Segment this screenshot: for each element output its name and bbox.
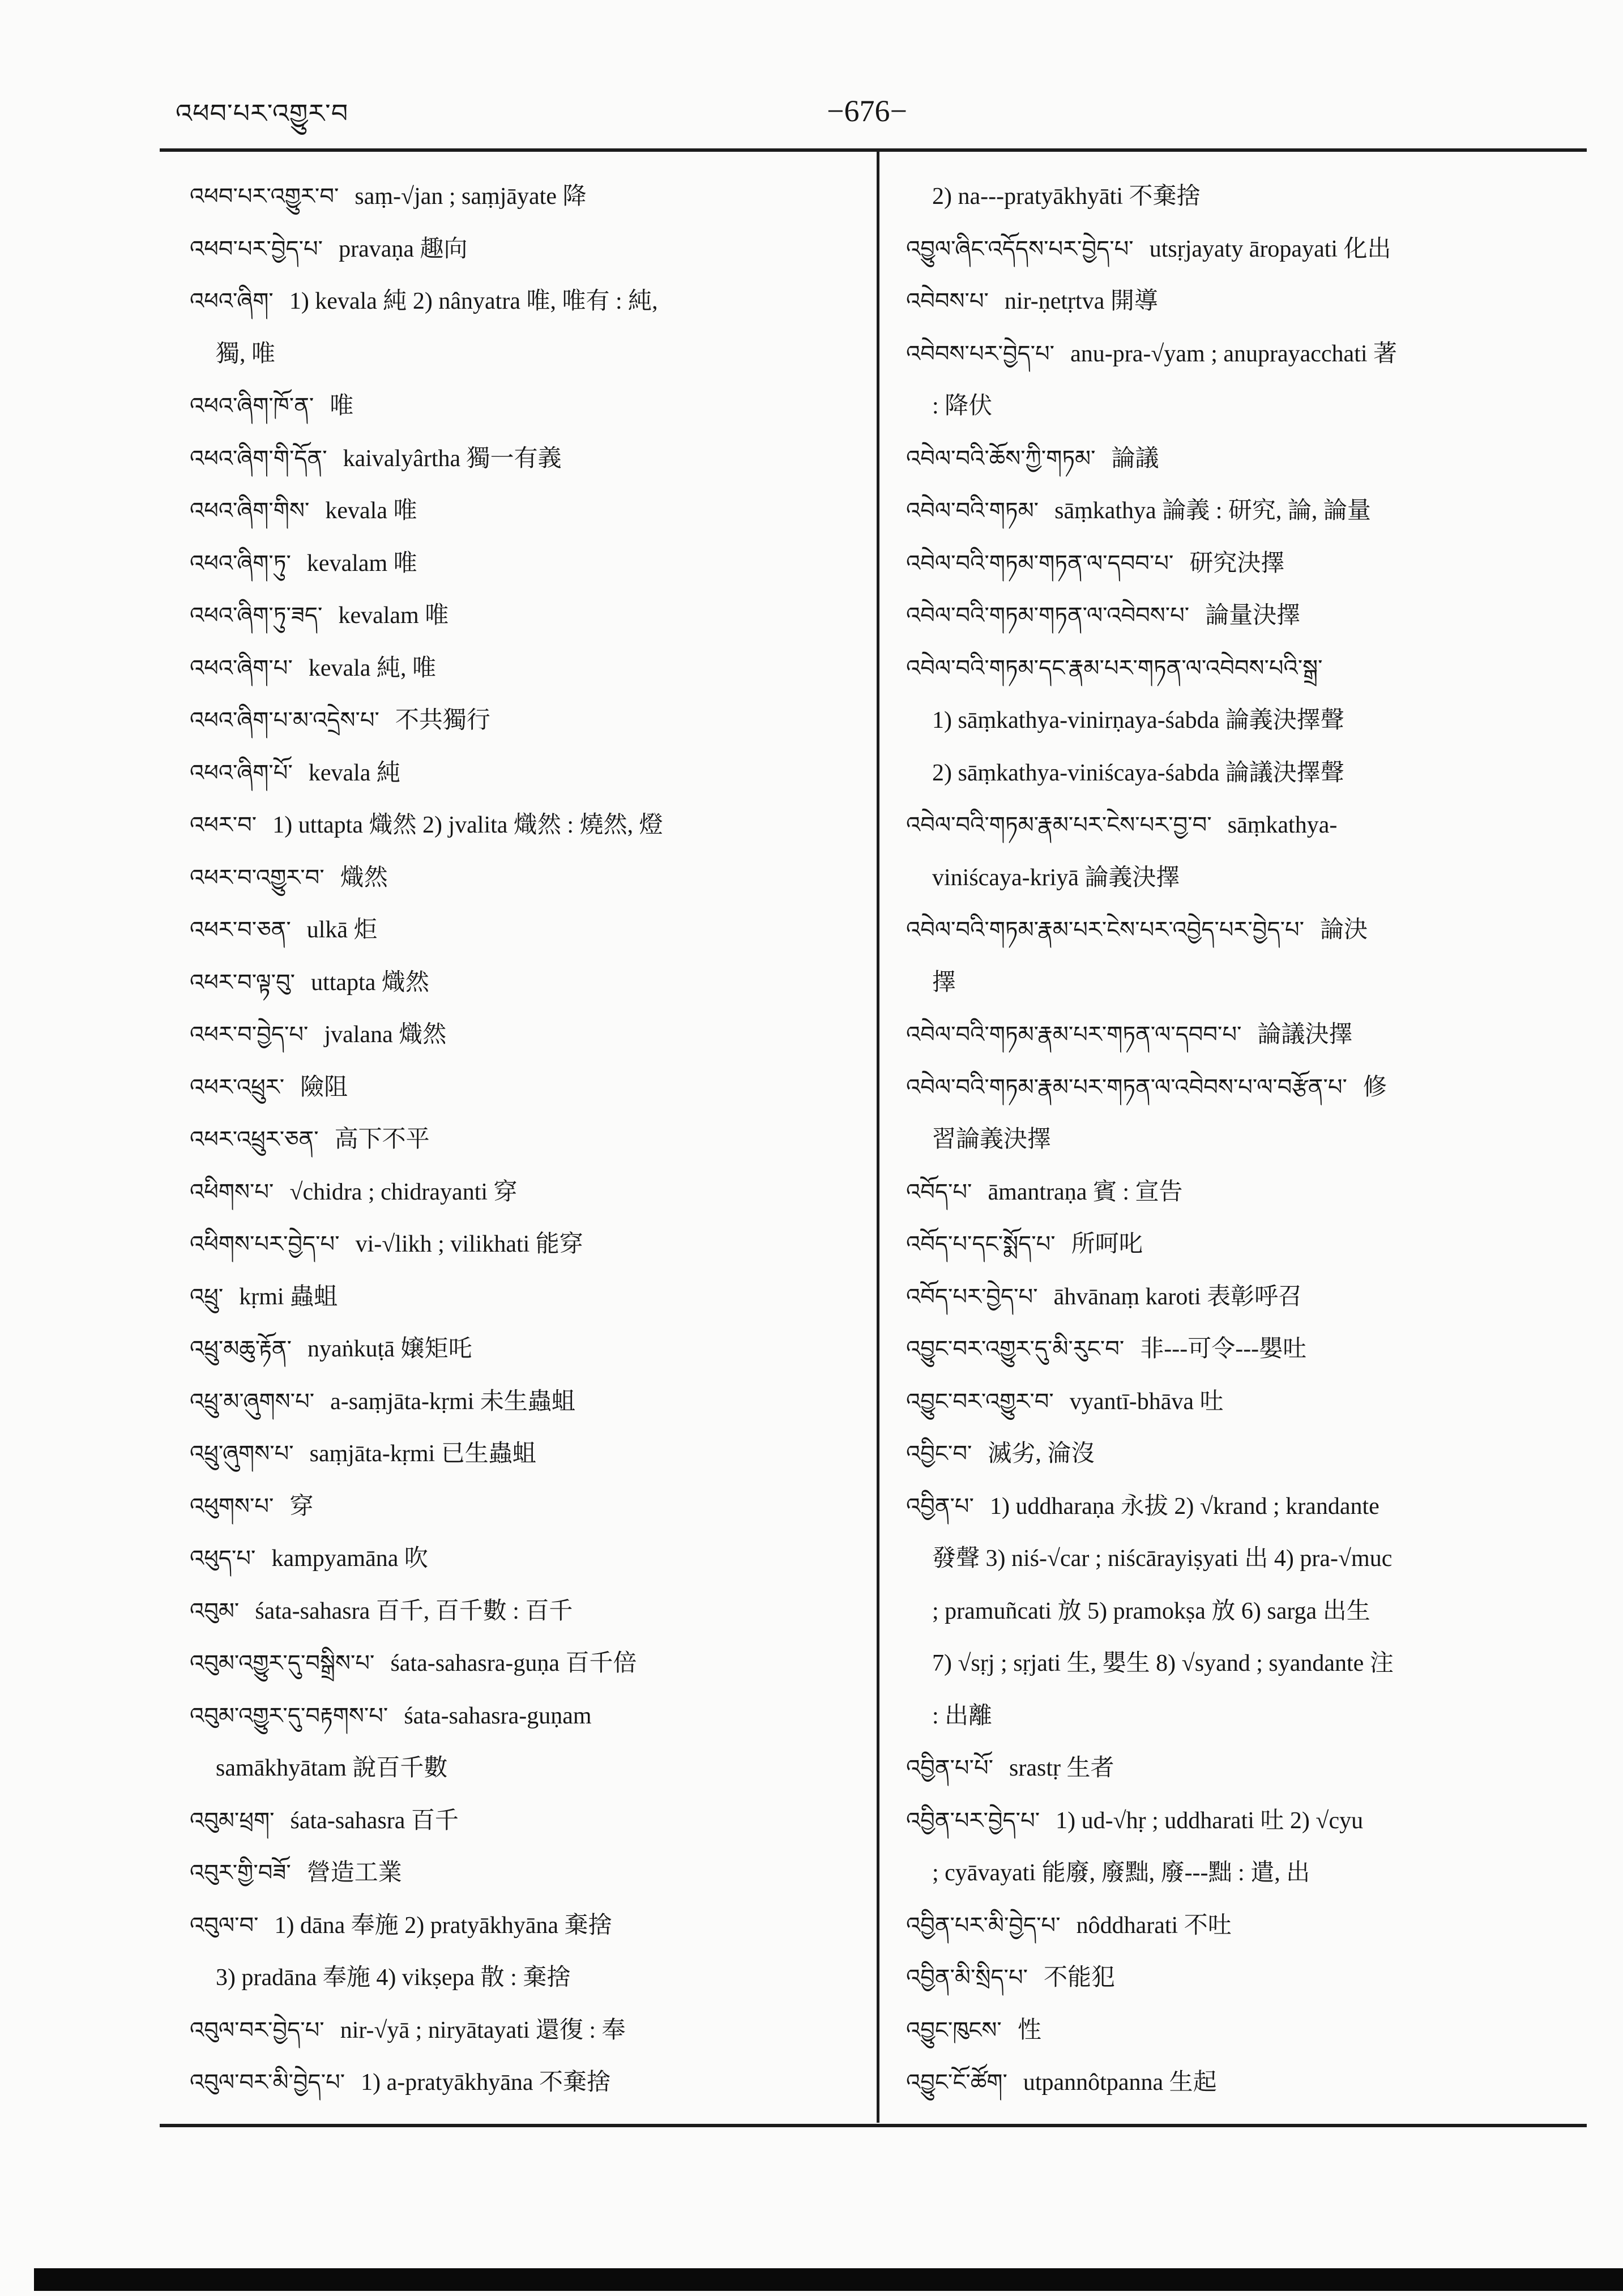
running-head: འཕབ་པར་འགྱུར་བ [176, 98, 349, 129]
scan-edge-bar [34, 2268, 1623, 2291]
dictionary-entry-line [906, 956, 1594, 1009]
gloss-text: 非---可令---嬰吐 [1140, 1336, 1307, 1362]
gloss-text: pravaṇa 趣向 [339, 236, 468, 262]
dictionary-entry-line [190, 642, 878, 694]
tibetan-headword: འབོད་པར་བྱེད་པ་ [906, 1283, 1038, 1310]
dictionary-entry-line [190, 170, 878, 223]
dictionary-entry-line [906, 1689, 1594, 1742]
dictionary-entry-line [906, 642, 1594, 694]
tibetan-headword: འབེལ་བའི་གཏམ་དང་རྣམ་པར་གཏན་ལ་འབེབས་པའི་སྒྲ་ [906, 655, 1323, 681]
gloss-text: anu-pra-√yam ; anuprayacchati 著 [1070, 340, 1398, 367]
gloss-text: 營造工業 [306, 1860, 402, 1886]
tibetan-headword: འབྱིན་པར་མི་བྱེད་པ་ [906, 1912, 1061, 1939]
gloss-text: kevala 純 [308, 759, 400, 786]
gloss-text: śata-sahasra-guṇa 百千倍 [390, 1650, 637, 1676]
dictionary-entry-line [190, 432, 878, 485]
tibetan-headword: འཕའ་ཞིག་པ་མ་འདྲེས་པ་ [190, 707, 379, 733]
dictionary-entry-line [906, 1794, 1594, 1847]
gloss-text: 論決 [1320, 917, 1368, 943]
gloss-text: 1) uddharaṇa 永拔 2) √krand ; krandante [989, 1493, 1379, 1520]
tibetan-headword: འབེལ་བའི་གཏམ་རྣམ་པར་གཏན་ལ་དབབ་པ་ [906, 1022, 1242, 1048]
tibetan-headword: འཕུད་པ་ [190, 1546, 256, 1572]
dictionary-entry-line [906, 1637, 1594, 1689]
gloss-text: : 出離 [932, 1702, 993, 1729]
gloss-text: saṃjāta-kṛmi 已生蟲蛆 [309, 1441, 536, 1467]
gloss-text: kaivalyârtha 獨一有義 [343, 445, 562, 472]
gloss-text: 險阻 [300, 1074, 348, 1100]
gloss-text: sāṃkathya- [1227, 812, 1338, 838]
tibetan-headword: འཕྲུ་མཆུ་རྟོན་ [190, 1336, 292, 1362]
gloss-text: 論議決擇 [1257, 1022, 1353, 1048]
gloss-text: ; cyāvayati 能廢, 廢黜, 廢---黜 : 遣, 出 [932, 1860, 1310, 1886]
tibetan-headword: འབྱུལ་ཞིང་འདོདས་པར་བྱེད་པ་ [906, 236, 1134, 262]
gloss-text: śata-sahasra 百千 [290, 1807, 459, 1834]
tibetan-headword: འཕའ་ཞིག་པོ་ [190, 759, 293, 786]
gloss-text: utpannôtpanna 生起 [1023, 2069, 1217, 2096]
gloss-text: saṃ-√jan ; saṃjāyate 降 [355, 183, 587, 210]
dictionary-entry-line [190, 1794, 878, 1847]
dictionary-entry-line [906, 1427, 1594, 1480]
dictionary-entry-line [190, 1637, 878, 1689]
gloss-text: 熾然 [340, 864, 388, 891]
tibetan-headword: འཕར་བ་འགྱུར་བ་ [190, 864, 324, 891]
dictionary-entry-line [906, 327, 1594, 380]
tibetan-headword: འབྱུང་བར་འགྱུར་བ་ [906, 1388, 1054, 1415]
gloss-text: a-saṃjāta-kṛmi 未生蟲蛆 [330, 1388, 575, 1415]
gloss-text: kevala 唯 [325, 498, 417, 524]
tibetan-headword: འཕར་བ་ [190, 812, 257, 838]
gloss-text: 高下不平 [334, 1126, 430, 1153]
tibetan-headword: འབེལ་བའི་གཏམ་རྣམ་པར་ངེས་པར་འབྱེད་པར་བྱེད་པ་ [906, 917, 1305, 943]
gloss-text: 2) sāṃkathya-viniścaya-śabda 論議決擇聲 [932, 759, 1344, 786]
dictionary-entry-line [906, 484, 1594, 537]
dictionary-entry-line [906, 1480, 1594, 1533]
dictionary-entry-line [190, 1532, 878, 1585]
page-number: −676− [827, 94, 907, 128]
tibetan-headword: འབྱིན་པར་བྱེད་པ་ [906, 1807, 1040, 1834]
dictionary-entry-line [906, 1846, 1594, 1899]
tibetan-headword: འཕིགས་པར་བྱེད་པ་ [190, 1231, 340, 1257]
gloss-text: √chidra ; chidrayanti 穿 [289, 1179, 518, 1205]
gloss-text: 2) na---pratyākhyāti 不棄捨 [932, 183, 1201, 210]
gloss-text: uttapta 熾然 [311, 969, 429, 996]
gloss-text: vyantī-bhāva 吐 [1069, 1388, 1224, 1415]
dictionary-entry-line [906, 2056, 1594, 2109]
gloss-text: ulkā 炬 [306, 917, 378, 943]
gloss-text: 擇 [932, 969, 956, 996]
tibetan-headword: འབེལ་བའི་ཆོས་ཀྱི་གཏམ་ [906, 445, 1096, 472]
gloss-text: 3) pradāna 奉施 4) vikṣepa 散 : 棄捨 [216, 1965, 571, 1991]
gloss-text: samākhyātam 說百千數 [216, 1755, 448, 1781]
gloss-text: 滅劣, 淪沒 [988, 1441, 1095, 1467]
dictionary-entry-line [190, 1061, 878, 1113]
tibetan-headword: འཕྲུ་ཞུགས་པ་ [190, 1441, 294, 1467]
dictionary-entry-line [190, 1846, 878, 1899]
dictionary-entry-line [190, 1166, 878, 1218]
tibetan-headword: འབུམ་འགྱུར་དུ་བརྟགས་པ་ [190, 1702, 388, 1729]
tibetan-headword: འཕའ་ཞིག་གིས་ [190, 498, 310, 524]
tibetan-headword: འབྱུང་ཁུངས་ [906, 2017, 1002, 2043]
dictionary-entry-line [906, 746, 1594, 799]
tibetan-headword: འབོད་པ་ [906, 1179, 972, 1205]
tibetan-headword: འཕའ་ཞིག་ [190, 288, 274, 314]
dictionary-entry-line [906, 1532, 1594, 1585]
gloss-text: 7) √sṛj ; sṛjati 生, 嬰生 8) √syand ; syandante 注 [932, 1650, 1394, 1676]
gloss-text: jvalana 熾然 [324, 1022, 447, 1048]
tibetan-headword: འབེལ་བའི་གཏམ་རྣམ་པར་ངེས་པར་བྱ་བ་ [906, 812, 1212, 838]
gloss-text: viniścaya-kriyā 論義決擇 [932, 864, 1180, 891]
gloss-text: 發聲 3) niś-√car ; niścārayiṣyati 出 4) pra-√muc [932, 1546, 1393, 1572]
gloss-text: 修 [1363, 1074, 1387, 1100]
dictionary-entry-line [190, 1270, 878, 1323]
dictionary-entry-line [190, 537, 878, 590]
dictionary-entry-line [190, 851, 878, 904]
gloss-text: srastṛ 生者 [1009, 1755, 1114, 1781]
dictionary-entry-line [190, 327, 878, 380]
dictionary-entry-line [190, 2056, 878, 2109]
dictionary-entry-line [190, 589, 878, 642]
gloss-text: sāṃkathya 論義 : 研究, 論, 論量 [1054, 498, 1371, 524]
tibetan-headword: འབུམ་འགྱུར་དུ་བསྒྲིས་པ་ [190, 1650, 375, 1676]
dictionary-entry-line [190, 1322, 878, 1375]
tibetan-headword: འཕར་འཕྲུར་ [190, 1074, 285, 1100]
tibetan-headword: འབྱུང་ངོ་ཚོག་ [906, 2069, 1007, 2096]
dictionary-entry-line [906, 223, 1594, 275]
tibetan-headword: འབྱིན་པ་ [906, 1493, 974, 1520]
tibetan-headword: འབུལ་བར་མི་བྱེད་པ་ [190, 2069, 345, 2096]
tibetan-headword: འཕའ་ཞིག་གི་དོན་ [190, 445, 327, 472]
tibetan-headword: འཕྲུ་མ་ཞུགས་པ་ [190, 1388, 315, 1415]
dictionary-entry-line [906, 379, 1594, 432]
dictionary-entry-line [906, 694, 1594, 746]
gloss-text: 唯 [330, 393, 354, 419]
dictionary-entry-line [906, 170, 1594, 223]
gloss-text: nir-ṇetṛtva 開導 [1004, 288, 1158, 314]
gloss-text: nir-√yā ; niryātayati 還復 : 奉 [340, 2017, 626, 2043]
tibetan-headword: འབུར་གྱི་བཟོ་ [190, 1860, 291, 1886]
gloss-text: ; pramuñcati 放 5) pramokṣa 放 6) sarga 出生 [932, 1598, 1370, 1624]
tibetan-headword: འཕར་བ་ལྟ་བུ་ [190, 969, 296, 996]
tibetan-headword: འབེབས་པར་བྱེད་པ་ [906, 340, 1055, 367]
dictionary-entry-line [906, 1270, 1594, 1323]
gloss-text: kevala 純, 唯 [308, 655, 436, 681]
gloss-text: 性 [1017, 2017, 1041, 2043]
gloss-text: 論量決擇 [1205, 603, 1301, 629]
dictionary-entry-line [190, 694, 878, 746]
gloss-text: 獨, 唯 [216, 340, 276, 367]
dictionary-entry-line [190, 379, 878, 432]
dictionary-entry-line [906, 1061, 1594, 1113]
gloss-text: 習論義決擇 [932, 1126, 1052, 1153]
dictionary-entry-line [906, 1166, 1594, 1218]
dictionary-entry-line [190, 1899, 878, 1952]
dictionary-entry-line [190, 956, 878, 1009]
tibetan-headword: འབུམ་ཕྲག་ [190, 1807, 275, 1834]
dictionary-entry-line [906, 589, 1594, 642]
gloss-text: nyaṅkuṭā 嬢矩吒 [307, 1336, 472, 1362]
dictionary-entry-line [906, 903, 1594, 956]
gloss-text: 不共獨行 [395, 707, 490, 733]
dictionary-entry-line [906, 1585, 1594, 1637]
tibetan-headword: འབྱིན་མི་སྲིད་པ་ [906, 1965, 1028, 1991]
gloss-text: 1) sāṃkathya-vinirṇaya-śabda 論義決擇聲 [932, 707, 1344, 733]
dictionary-entry-line [906, 1742, 1594, 1794]
dictionary-entry-line [190, 223, 878, 275]
gloss-text: 1) kevala 純 2) nânyatra 唯, 唯有 : 純, [289, 288, 658, 314]
tibetan-headword: འབེལ་བའི་གཏམ་གཏན་ལ་དབབ་པ་ [906, 550, 1174, 577]
right-column [906, 170, 1594, 2109]
dictionary-entry-line [190, 1480, 878, 1533]
dictionary-entry-line [906, 2004, 1594, 2056]
dictionary-entry-line [190, 1951, 878, 2004]
tibetan-headword: འབྱུང་བར་འགྱུར་དུ་མི་རུང་བ་ [906, 1336, 1125, 1362]
dictionary-entry-line [906, 1113, 1594, 1166]
tibetan-headword: འཕའ་ཞིག་ཁོ་ན་ [190, 393, 314, 419]
dictionary-entry-line [190, 1113, 878, 1166]
tibetan-headword: འཕབ་པར་བྱེད་པ་ [190, 236, 323, 262]
dictionary-entry-line [190, 903, 878, 956]
gloss-text: 1) a-pratyākhyāna 不棄捨 [361, 2069, 611, 2096]
top-rule [160, 148, 1587, 152]
tibetan-headword: འཕབ་པར་འགྱུར་བ་ [190, 183, 339, 210]
gloss-text: āhvānaṃ karoti 表彰呼召 [1053, 1283, 1302, 1310]
tibetan-headword: འཕའ་ཞིག་ཏུ་ [190, 550, 291, 577]
gloss-text: kṛmi 蟲蛆 [239, 1283, 338, 1310]
dictionary-entry-line [906, 1375, 1594, 1428]
tibetan-headword: འཕའ་ཞིག་པ་ [190, 655, 293, 681]
tibetan-headword: འབུམ་ [190, 1598, 240, 1624]
tibetan-headword: འབེབས་པ་ [906, 288, 989, 314]
gloss-text: 研究決擇 [1189, 550, 1285, 577]
dictionary-entry-line [906, 1218, 1594, 1270]
tibetan-headword: འཕྲུ་ [190, 1283, 224, 1310]
gloss-text: 論議 [1111, 445, 1159, 472]
tibetan-headword: འབྱིན་པ་པོ་ [906, 1755, 993, 1781]
left-column [190, 170, 878, 2109]
gloss-text: utsṛjayaty āropayati 化出 [1149, 236, 1391, 262]
dictionary-entry-line [190, 1375, 878, 1428]
gloss-text: kampyamāna 吹 [271, 1546, 428, 1572]
tibetan-headword: འཕར་བ་བྱེད་པ་ [190, 1022, 309, 1048]
gloss-text: 1) dāna 奉施 2) pratyākhyāna 棄捨 [274, 1912, 612, 1939]
dictionary-entry-line [906, 1322, 1594, 1375]
dictionary-entry-line [190, 1585, 878, 1637]
dictionary-entry-line [906, 799, 1594, 851]
tibetan-headword: འབུལ་བ་ [190, 1912, 259, 1939]
dictionary-entry-line [190, 799, 878, 851]
gloss-text: śata-sahasra 百千, 百千數 : 百千 [255, 1598, 573, 1624]
tibetan-headword: འབེལ་བའི་གཏམ་གཏན་ལ་འབེབས་པ་ [906, 603, 1190, 629]
gloss-text: 穿 [289, 1493, 314, 1520]
bottom-rule [160, 2124, 1587, 2127]
gloss-text: : 降伏 [932, 393, 993, 419]
gloss-text: āmantraṇa 賓 : 宣告 [988, 1179, 1183, 1205]
dictionary-entry-line [190, 484, 878, 537]
dictionary-entry-line [190, 746, 878, 799]
dictionary-entry-line [190, 1008, 878, 1061]
tibetan-headword: འབེལ་བའི་གཏམ་ [906, 498, 1039, 524]
gloss-text: kevalam 唯 [306, 550, 417, 577]
dictionary-entry-line [906, 1951, 1594, 2004]
dictionary-entry-line [190, 1218, 878, 1270]
tibetan-headword: འབྱིང་བ་ [906, 1441, 972, 1467]
gloss-text: 1) ud-√hṛ ; uddharati 吐 2) √cyu [1056, 1807, 1364, 1834]
tibetan-headword: འཕར་བ་ཅན་ [190, 917, 291, 943]
dictionary-entry-line [190, 1427, 878, 1480]
tibetan-headword: འབོད་པ་དང་སྨོད་པ་ [906, 1231, 1056, 1257]
dictionary-entry-line [906, 1899, 1594, 1952]
tibetan-headword: འབེལ་བའི་གཏམ་རྣམ་པར་གཏན་ལ་འབེབས་པ་ལ་བརྩོན་པ་ [906, 1074, 1347, 1100]
dictionary-entry-line [190, 2004, 878, 2056]
tibetan-headword: འཕུགས་པ་ [190, 1493, 274, 1520]
gloss-text: 不能犯 [1044, 1965, 1116, 1991]
gloss-text: nôddharati 不吐 [1076, 1912, 1232, 1939]
dictionary-entry-line [906, 1008, 1594, 1061]
gloss-text: kevalam 唯 [338, 603, 449, 629]
dictionary-entry-line [190, 1742, 878, 1794]
tibetan-headword: འབུལ་བར་བྱེད་པ་ [190, 2017, 324, 2043]
dictionary-entry-line [906, 537, 1594, 590]
dictionary-entry-line [190, 1689, 878, 1742]
gloss-text: vi-√likh ; vilikhati 能穿 [355, 1231, 583, 1257]
gloss-text: śata-sahasra-guṇam [404, 1702, 592, 1729]
dictionary-entry-line [906, 275, 1594, 327]
tibetan-headword: འཕའ་ཞིག་ཏུ་ཟད་ [190, 603, 323, 629]
gloss-text: 1) uttapta 熾然 2) jvalita 熾然 : 燒然, 燈 [272, 812, 663, 838]
tibetan-headword: འཕར་འཕྲུར་ཅན་ [190, 1126, 319, 1153]
dictionary-entry-line [906, 432, 1594, 485]
tibetan-headword: འཕིགས་པ་ [190, 1179, 274, 1205]
dictionary-entry-line [906, 851, 1594, 904]
gloss-text: 所呵叱 [1071, 1231, 1143, 1257]
dictionary-entry-line [190, 275, 878, 327]
